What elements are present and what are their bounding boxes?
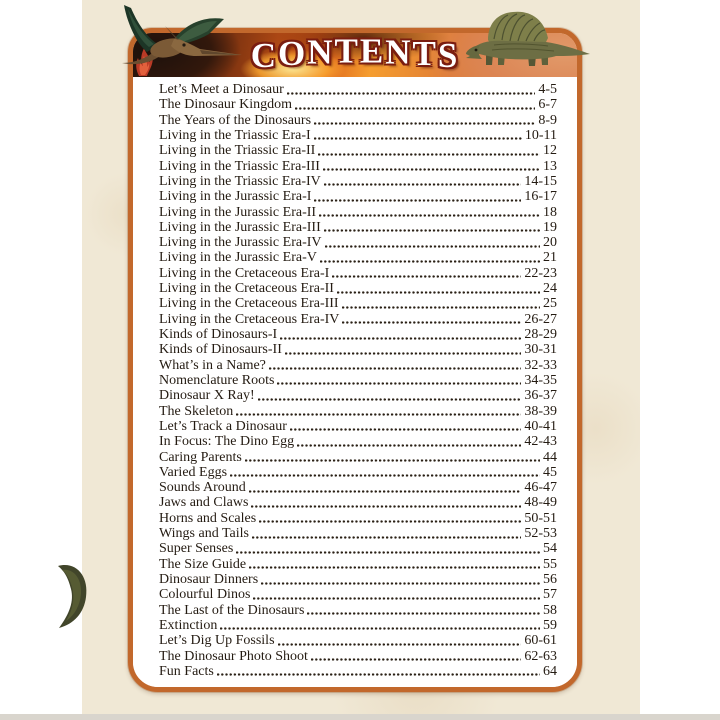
dot-leader bbox=[307, 612, 540, 615]
toc-entry-title: Sounds Around bbox=[159, 480, 246, 496]
toc-entry bbox=[159, 404, 557, 419]
toc-entry-pages: 20 bbox=[543, 235, 557, 251]
dot-leader bbox=[245, 459, 540, 462]
dimetrodon-illustration bbox=[464, 9, 592, 67]
toc-entry-pages: 10-11 bbox=[524, 127, 557, 143]
toc-entry bbox=[159, 128, 557, 143]
toc-entry-title: Living in the Jurassic Era-IV bbox=[159, 235, 322, 251]
toc-entry-title: The Last of the Dinosaurs bbox=[159, 602, 305, 618]
toc-entry-pages: 22-23 bbox=[524, 265, 557, 281]
toc-entry-title: Living in the Triassic Era-II bbox=[159, 143, 316, 159]
toc-entry-title: Living in the Cretaceous Era-II bbox=[159, 281, 334, 297]
toc-entry-title: Let’s Meet a Dinosaur bbox=[159, 82, 284, 97]
toc-entry bbox=[159, 649, 557, 664]
dot-leader bbox=[324, 229, 540, 232]
dot-leader bbox=[269, 367, 521, 370]
toc-entry-pages: 52-53 bbox=[524, 526, 557, 542]
toc-entry-title: Let’s Dig Up Fossils bbox=[159, 633, 275, 649]
dot-leader bbox=[278, 643, 522, 646]
toc-entry bbox=[159, 618, 557, 633]
toc-entry-pages: 28-29 bbox=[524, 327, 557, 342]
toc-entry-title: Caring Parents bbox=[159, 449, 242, 465]
dot-leader bbox=[342, 306, 540, 309]
toc-entry-title: Jaws and Claws bbox=[159, 495, 249, 511]
toc-entry-pages: 54 bbox=[543, 541, 557, 557]
toc-entry-pages: 44 bbox=[543, 449, 557, 465]
toc-entry-pages: 50-51 bbox=[524, 510, 557, 526]
toc-entry-pages: 13 bbox=[543, 158, 557, 174]
toc-entry-title: Colourful Dinos bbox=[159, 587, 251, 603]
toc-entry bbox=[159, 205, 557, 220]
toc-entry-pages: 26-27 bbox=[524, 311, 557, 327]
toc-entry-title: The Years of the Dinosaurs bbox=[159, 112, 312, 128]
toc-entry bbox=[159, 342, 557, 357]
toc-entry-title: Living in the Triassic Era-III bbox=[159, 158, 320, 174]
toc-entry bbox=[159, 220, 557, 235]
toc-entry-pages: 36-37 bbox=[524, 388, 557, 404]
dot-leader bbox=[253, 597, 540, 600]
toc-entry bbox=[159, 541, 557, 556]
dinosaur-tail-tip-illustration bbox=[56, 560, 92, 628]
dot-leader bbox=[323, 168, 540, 171]
toc-entry bbox=[159, 434, 557, 449]
toc-entry bbox=[159, 358, 557, 373]
toc-entry-pages: 19 bbox=[543, 219, 557, 235]
dot-leader bbox=[252, 536, 521, 539]
toc-entry-pages: 48-49 bbox=[524, 495, 557, 511]
toc-entry-title: In Focus: The Dino Egg bbox=[159, 434, 295, 450]
toc-entry-title: Nomenclature Roots bbox=[159, 372, 275, 388]
toc-entry-title: Kinds of Dinosaurs-II bbox=[159, 342, 282, 358]
toc-entry bbox=[159, 572, 557, 587]
dot-leader bbox=[324, 183, 522, 186]
dot-leader bbox=[342, 321, 521, 324]
toc-entry bbox=[159, 159, 557, 174]
toc-entry bbox=[159, 480, 557, 495]
toc-entry-pages: 57 bbox=[543, 587, 557, 603]
dot-leader bbox=[297, 444, 521, 447]
toc-entry-pages: 46-47 bbox=[524, 480, 557, 496]
dot-leader bbox=[295, 107, 535, 110]
toc-entry-pages: 55 bbox=[543, 556, 557, 572]
toc-entry bbox=[159, 664, 557, 679]
toc-entry-title: Living in the Jurassic Era-V bbox=[159, 250, 317, 266]
toc-entry-title: Living in the Jurassic Era-II bbox=[159, 204, 317, 220]
toc-entry-title: Fun Facts bbox=[159, 663, 214, 679]
toc-entry-pages: 21 bbox=[543, 250, 557, 266]
toc-entry-title: Horns and Scales bbox=[159, 510, 257, 526]
toc-entry bbox=[159, 174, 557, 189]
toc-entry-title: The Dinosaur Kingdom bbox=[159, 97, 292, 113]
toc-entry-title: Living in the Triassic Era-IV bbox=[159, 173, 321, 189]
toc-entry-pages: 30-31 bbox=[524, 342, 557, 358]
toc-entry-pages: 8-9 bbox=[538, 112, 557, 128]
dot-leader bbox=[314, 199, 521, 202]
toc-entry-title: Living in the Cretaceous Era-III bbox=[159, 296, 339, 312]
toc-entry-title: The Dinosaur Photo Shoot bbox=[159, 648, 308, 664]
toc-entry-pages: 38-39 bbox=[524, 403, 557, 419]
toc-entry-title: Living in the Jurassic Era-I bbox=[159, 189, 312, 205]
toc-entry-pages: 4-5 bbox=[538, 82, 557, 97]
toc-entry bbox=[159, 82, 557, 97]
contents-frame bbox=[128, 28, 582, 692]
contents-title: CONTENTS bbox=[250, 33, 460, 75]
toc-entry bbox=[159, 266, 557, 281]
toc-entry-title: The Size Guide bbox=[159, 556, 247, 572]
dot-leader bbox=[251, 505, 521, 508]
toc-entry-pages: 12 bbox=[543, 143, 557, 159]
toc-list bbox=[133, 77, 577, 687]
toc-entry-title: What’s in a Name? bbox=[159, 357, 266, 373]
dot-leader bbox=[290, 428, 521, 431]
toc-entry-pages: 24 bbox=[543, 281, 557, 297]
dot-leader bbox=[314, 137, 522, 140]
dot-leader bbox=[287, 92, 536, 95]
toc-entry-title: The Skeleton bbox=[159, 403, 234, 419]
toc-entry-title: Living in the Triassic Era-I bbox=[159, 127, 311, 143]
toc-entry bbox=[159, 419, 557, 434]
toc-entry-pages: 56 bbox=[543, 572, 557, 587]
dot-leader bbox=[318, 153, 540, 156]
dot-leader bbox=[261, 582, 540, 585]
toc-entry bbox=[159, 526, 557, 541]
toc-entry-title: Dinosaur Dinners bbox=[159, 572, 259, 587]
toc-entry bbox=[159, 587, 557, 602]
dot-leader bbox=[280, 337, 521, 340]
dot-leader bbox=[249, 490, 522, 493]
toc-entry-pages: 42-43 bbox=[524, 434, 557, 450]
toc-entry-title: Living in the Jurassic Era-III bbox=[159, 219, 321, 235]
toc-entry bbox=[159, 235, 557, 250]
dot-leader bbox=[220, 627, 540, 630]
toc-entry-title: Varied Eggs bbox=[159, 464, 228, 480]
toc-entry bbox=[159, 281, 557, 296]
toc-entry-title: Living in the Cretaceous Era-IV bbox=[159, 311, 340, 327]
dot-leader bbox=[259, 520, 521, 523]
toc-entry bbox=[159, 97, 557, 112]
dot-leader bbox=[314, 122, 535, 125]
toc-entry-pages: 14-15 bbox=[524, 173, 557, 189]
toc-entry-pages: 25 bbox=[543, 296, 557, 312]
dot-leader bbox=[325, 245, 540, 248]
toc-entry bbox=[159, 603, 557, 618]
toc-entry-title: Kinds of Dinosaurs-I bbox=[159, 327, 278, 342]
dot-leader bbox=[311, 658, 521, 661]
toc-entry-pages: 45 bbox=[543, 464, 557, 480]
scan-bottom-edge bbox=[0, 714, 720, 720]
toc-entry-title: Extinction bbox=[159, 617, 218, 633]
dot-leader bbox=[332, 275, 521, 278]
dot-leader bbox=[337, 291, 540, 294]
toc-entry bbox=[159, 495, 557, 510]
dot-leader bbox=[258, 398, 522, 401]
toc-entry-pages: 6-7 bbox=[538, 97, 557, 113]
toc-entry-pages: 60-61 bbox=[524, 633, 557, 649]
dot-leader bbox=[217, 673, 540, 676]
toc-entry bbox=[159, 450, 557, 465]
toc-entry bbox=[159, 327, 557, 342]
toc-entry bbox=[159, 296, 557, 311]
toc-entry bbox=[159, 511, 557, 526]
toc-entry bbox=[159, 633, 557, 648]
toc-entry-title: Let’s Track a Dinosaur bbox=[159, 418, 287, 434]
dot-leader bbox=[249, 566, 540, 569]
toc-entry bbox=[159, 312, 557, 327]
contents-frame-inner bbox=[133, 33, 577, 687]
toc-entry bbox=[159, 113, 557, 128]
toc-entry bbox=[159, 189, 557, 204]
dot-leader bbox=[277, 382, 521, 385]
toc-entry-pages: 59 bbox=[543, 617, 557, 633]
toc-entry-pages: 18 bbox=[543, 204, 557, 220]
toc-entry bbox=[159, 373, 557, 388]
toc-entry-pages: 58 bbox=[543, 602, 557, 618]
toc-entry bbox=[159, 250, 557, 265]
toc-entry bbox=[159, 557, 557, 572]
toc-entry-title: Super Senses bbox=[159, 541, 234, 557]
toc-entry-title: Wings and Tails bbox=[159, 526, 249, 542]
toc-entry-pages: 32-33 bbox=[524, 357, 557, 373]
toc-entry-pages: 34-35 bbox=[524, 372, 557, 388]
dot-leader bbox=[285, 352, 521, 355]
toc-entry-pages: 64 bbox=[543, 663, 557, 679]
pterosaur-illustration bbox=[114, 5, 248, 69]
toc-entry-pages: 62-63 bbox=[524, 648, 557, 664]
dot-leader bbox=[319, 214, 540, 217]
toc-entry bbox=[159, 465, 557, 480]
toc-entry-title: Living in the Cretaceous Era-I bbox=[159, 265, 330, 281]
toc-entry-title: Dinosaur X Ray! bbox=[159, 388, 255, 404]
dot-leader bbox=[236, 413, 521, 416]
dot-leader bbox=[320, 260, 540, 263]
toc-entry-pages: 16-17 bbox=[524, 189, 557, 205]
dot-leader bbox=[236, 551, 540, 554]
toc-entry bbox=[159, 388, 557, 403]
toc-entry bbox=[159, 143, 557, 158]
toc-entry-pages: 40-41 bbox=[524, 418, 557, 434]
dot-leader bbox=[230, 474, 540, 477]
